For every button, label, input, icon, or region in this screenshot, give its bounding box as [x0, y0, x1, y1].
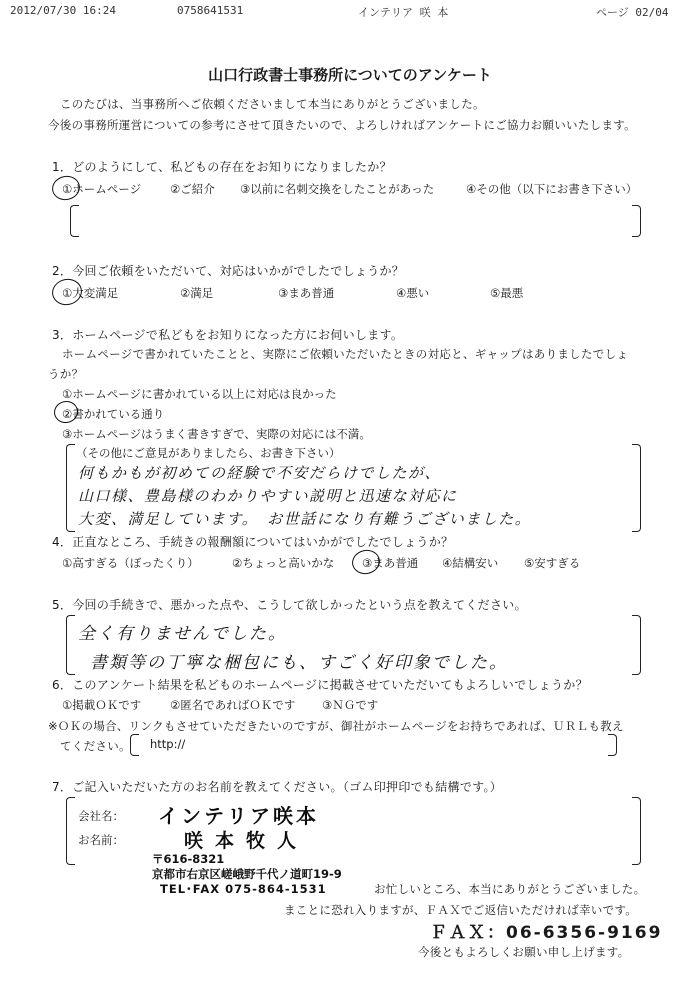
q7-question: 7．ご記入いただいた方のお名前を教えてください。（ゴム印押印でも結構です。） — [52, 780, 503, 794]
q1-bracket-right — [632, 205, 641, 237]
closing-request: まことに恐れ入りますが、ＦＡＸでご返信いただければ幸いです。 — [284, 903, 638, 917]
stamp-postal: 〒616-8321 — [152, 852, 225, 866]
q3-handwritten-line-1[interactable]: 何もかもが初めての経験で不安だらけでしたが、 — [78, 464, 442, 482]
q1-question: 1．どのようにして、私どもの存在をお知りになりましたか？ — [52, 160, 392, 174]
q3-question: 3．ホームページで私どもをお知りになった方にお伺いします。 — [52, 328, 404, 342]
name-label: お名前： — [78, 833, 124, 847]
q5-question: 5．今回の手続きで、悪かった点や、こうして欲しかったという点を教えてください。 — [52, 598, 527, 612]
q5-bracket-left — [66, 615, 75, 675]
q1-option-2[interactable]: ②ご紹介 — [170, 182, 215, 196]
q1-option-1[interactable]: ①ホームページ — [62, 182, 142, 196]
q3-question-cont-2: うか？ — [48, 367, 84, 381]
q5-handwritten-line-2[interactable]: 書類等の丁寧な梱包にも、すごく好印象でした。 — [90, 653, 508, 673]
page-title: 山口行政書士事務所についてのアンケート — [208, 66, 492, 84]
q2-option-3[interactable]: ③まあ普通 — [278, 286, 335, 300]
q2-answer-circle — [50, 276, 85, 308]
stamp-address: 京都市右京区嵯峨野千代ノ道町19-9 — [152, 867, 342, 881]
q3-option-2[interactable]: ②書かれている通り — [62, 407, 165, 421]
q4-answer-circle — [350, 547, 382, 576]
q6-option-3[interactable]: ③ＮＧです — [322, 698, 379, 712]
q4-question: 4．正直なところ、手続きの報酬額についてはいかがでしたでしょうか？ — [52, 535, 454, 549]
q5-handwritten-line-1[interactable]: 全く有りませんでした。 — [78, 624, 287, 644]
intro-line-2: 今後の事務所運営についての参考にさせて頂きたいので、よろしければアンケートにご協力お願いいたします。 — [48, 118, 636, 132]
q1-bracket-left — [70, 205, 79, 237]
q2-option-4[interactable]: ④悪い — [396, 286, 430, 300]
q3-bracket-right — [632, 444, 641, 532]
q6-url-bracket-right — [608, 734, 617, 756]
q7-bracket-left — [66, 797, 75, 865]
name-stamp[interactable]: 咲本牧人 — [184, 830, 309, 852]
q1-other-field[interactable] — [82, 206, 626, 234]
q4-option-5[interactable]: ⑤安すぎる — [524, 556, 581, 570]
q4-option-3[interactable]: ③まあ普通 — [362, 556, 419, 570]
q2-option-1[interactable]: ①大変満足 — [62, 286, 119, 300]
q3-option-1[interactable]: ①ホームページに書かれている以上に対応は良かった — [62, 387, 337, 401]
q2-option-2[interactable]: ②満足 — [180, 286, 214, 300]
closing-thanks: お忙しいところ、本当にありがとうございました。 — [374, 882, 646, 896]
q4-option-2[interactable]: ②ちょっと高いかな — [232, 556, 335, 570]
q3-question-cont-1: ホームページで書かれていたことと、実際にご依頼いただいたときの対応と、ギャップはありましたでしょ — [62, 347, 629, 361]
return-fax-number: ＦＡＸ：06-6356-9169 — [430, 923, 663, 943]
q5-bracket-right — [632, 615, 641, 675]
q6-url-field[interactable]: http:// — [150, 737, 186, 751]
q6-note-1: ※ＯＫの場合、リンクもさせていただきたいのですが、御社がホームページをお持ちであれば、ＵＲＬも教え — [48, 719, 624, 733]
intro-line-1: このたびは、当事務所へご依頼くださいまして本当にありがとうございました。 — [60, 97, 485, 111]
q1-option-3[interactable]: ③以前に名刺交換をしたことがあった — [240, 182, 435, 196]
q6-note-2: てください。 — [60, 739, 131, 753]
q2-question: 2．今回ご依頼をいただいて、対応はいかがでしたでしょうか？ — [52, 264, 405, 278]
q3-bracket-left — [66, 444, 75, 532]
q1-answer-circle — [50, 173, 82, 202]
fax-datetime: 2012/07/30 16:24 — [10, 4, 116, 17]
q6-url-bracket-left — [130, 734, 139, 756]
fax-sender: インテリア 咲 本 — [358, 6, 449, 19]
q1-option-4[interactable]: ④その他（以下にお書き下さい） — [466, 182, 638, 196]
q3-handwritten-line-2[interactable]: 山口様、豊島様のわかりやすい説明と迅速な対応に — [78, 487, 458, 505]
q3-comment-prompt: （その他にご意見がありましたら、お書き下さい） — [76, 446, 341, 460]
q4-option-1[interactable]: ①高すぎる（ぼったくり） — [62, 556, 199, 570]
q6-option-2[interactable]: ②匿名であればＯＫです — [170, 698, 296, 712]
stamp-tel-fax: TEL･FAX 075-864-1531 — [160, 882, 327, 896]
fax-number: 0758641531 — [177, 4, 244, 17]
q2-option-5[interactable]: ⑤最悪 — [490, 286, 524, 300]
q6-option-1[interactable]: ①掲載ＯＫです — [62, 698, 142, 712]
company-stamp[interactable]: インテリア咲本 — [158, 804, 319, 828]
q3-handwritten-line-3[interactable]: 大変、満足しています。 お世話になり有難うございました。 — [78, 510, 532, 528]
closing-regards: 今後ともよろしくお願い申し上げます。 — [418, 945, 630, 959]
q6-question: 6．このアンケート結果を私どものホームページに掲載させていただいてもよろしいでしょうか？ — [52, 678, 588, 692]
fax-page: ページ 02/04 — [596, 6, 669, 19]
q3-option-3[interactable]: ③ホームページはうまく書きすぎで、実際の対応には不満。 — [62, 427, 371, 441]
company-label: 会社名： — [78, 809, 124, 823]
q4-option-4[interactable]: ④結構安い — [442, 556, 499, 570]
q7-bracket-right — [632, 797, 641, 865]
